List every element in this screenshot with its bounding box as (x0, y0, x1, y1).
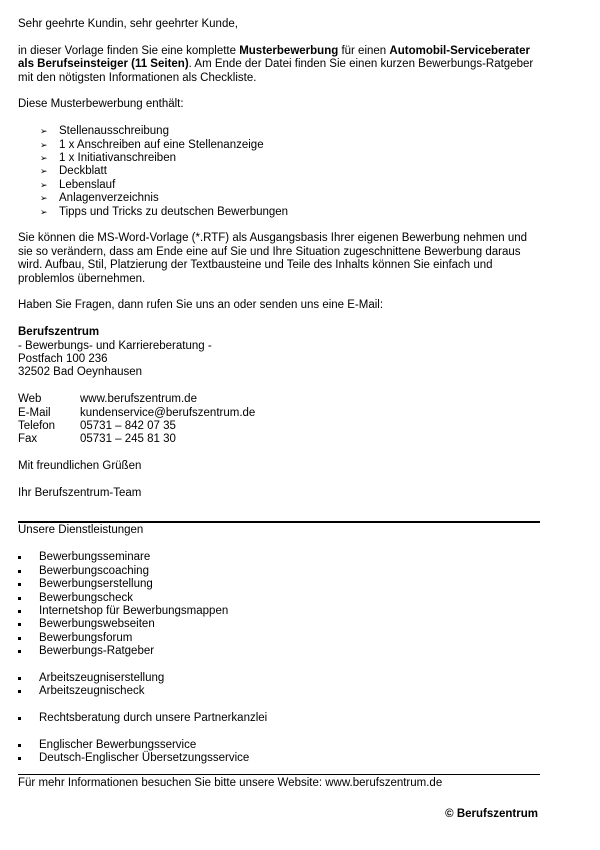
letter-page (18, 18, 540, 790)
services-list-2 (18, 672, 540, 699)
square-bullet-icon (18, 597, 21, 600)
square-bullet-icon (18, 677, 21, 680)
contents-item: ➢ Lebenslauf (40, 178, 116, 191)
company-name: Berufszentrum (18, 326, 100, 339)
service-item: Arbeitszeugnischeck (18, 685, 540, 698)
contents-heading: Diese Musterbewerbung enthält: (18, 98, 184, 111)
services-list-4 (18, 739, 540, 766)
service-item: Arbeitszeugniserstellung (18, 672, 540, 685)
service-item: Deutsch-Englischer Übersetzungsservice (18, 752, 540, 765)
signature: Ihr Berufszentrum-Team (18, 487, 142, 500)
service-item: Rechtsberatung durch unsere Partnerkanzlei (18, 712, 540, 725)
arrow-bullet-icon: ➢ (40, 139, 48, 150)
arrow-bullet-icon: ➢ (40, 166, 48, 177)
contents-item: ➢ 1 x Anschreiben auf eine Stellenanzeige (40, 138, 264, 151)
contact-row-email: E-Mail kundenservice@berufszentrum.de (18, 406, 256, 419)
service-item: Bewerbungscoaching (18, 565, 540, 578)
intro-paragraph (18, 45, 540, 85)
square-bullet-icon (18, 690, 21, 693)
intro-text-3: . Am Ende der Datei finden Sie einen kurzen Bewerbungs-Ratgeber mit den nötigsten Informationen als Checkliste. (18, 58, 534, 84)
contents-item: ➢ Anlagenverzeichnis (40, 192, 159, 205)
square-bullet-icon (18, 610, 21, 613)
section-divider (18, 521, 540, 523)
footer-divider (18, 774, 540, 775)
arrow-bullet-icon: ➢ (40, 206, 48, 217)
contact-table (18, 393, 255, 447)
phone-value: 05731 – 842 07 35 (80, 420, 176, 433)
usage-paragraph: Sie können die MS-Word-Vorlage (*.RTF) als Ausgangsbasis Ihrer eigenen Bewerbung nehmen und sie so verändern, dass am Ende eine auf Sie und Ihre Situation zugeschnittene Bewerbung daraus wird. Aufbau, Stil, Platzierung der Textbausteine und Teile des Inhalts können Sie einfach und problemlos übernehmen. (18, 232, 528, 285)
email-link[interactable]: kundenservice@berufszentrum.de (80, 406, 256, 419)
contents-item: ➢ Deckblatt (40, 165, 107, 178)
contents-item: ➢ Tipps und Tricks zu deutschen Bewerbungen (40, 205, 289, 218)
services-heading: Unsere Dienstleistungen (18, 524, 144, 537)
service-item: Bewerbungs-Ratgeber (18, 645, 540, 658)
service-item: Bewerbungswebseiten (18, 618, 540, 631)
footer-note: Für mehr Informationen besuchen Sie bitte unsere Website: www.berufszentrum.de (18, 776, 443, 789)
intro-text-2: für einen (338, 44, 390, 57)
service-item: Englischer Bewerbungsservice (18, 739, 540, 752)
arrow-bullet-icon: ➢ (40, 153, 48, 164)
contents-list (18, 125, 540, 219)
intro-bold-1: Musterbewerbung (239, 44, 339, 57)
square-bullet-icon (18, 650, 21, 653)
company-tagline: - Bewerbungs- und Karriereberatung - (18, 339, 212, 352)
fax-value: 05731 – 245 81 30 (80, 433, 176, 446)
services-list-3 (18, 712, 540, 725)
web-link[interactable]: www.berufszentrum.de (80, 393, 197, 406)
arrow-bullet-icon: ➢ (40, 193, 48, 204)
square-bullet-icon (18, 583, 21, 586)
company-street: Postfach 100 236 (18, 353, 108, 366)
greeting: Sehr geehrte Kundin, sehr geehrter Kunde, (18, 18, 238, 30)
square-bullet-icon (18, 744, 21, 747)
contact-row-fax: Fax 05731 – 245 81 30 (18, 433, 255, 446)
service-item: Bewerbungserstellung (18, 578, 540, 591)
square-bullet-icon (18, 623, 21, 626)
intro-bold-2: Automobil-Serviceberater als Berufseinsteiger (11 Seiten) (18, 44, 531, 71)
square-bullet-icon (18, 556, 21, 559)
contents-item: ➢ 1 x Initiativanschreiben (40, 152, 176, 165)
contact-row-web: Web www.berufszentrum.de (18, 393, 255, 406)
arrow-bullet-icon: ➢ (40, 126, 48, 137)
arrow-bullet-icon: ➢ (40, 179, 48, 190)
questions-line: Haben Sie Fragen, dann rufen Sie uns an oder senden uns eine E-Mail: (18, 299, 384, 312)
square-bullet-icon (18, 757, 21, 760)
closing: Mit freundlichen Grüßen (18, 460, 142, 473)
service-item: Bewerbungscheck (18, 592, 540, 605)
contact-row-phone: Telefon 05731 – 842 07 35 (18, 420, 255, 433)
service-item: Internetshop für Bewerbungsmappen (18, 605, 540, 618)
services-list-1 (18, 551, 540, 658)
intro-text-1: in dieser Vorlage finden Sie eine komplette (18, 44, 240, 57)
service-item: Bewerbungsseminare (18, 551, 540, 564)
square-bullet-icon (18, 717, 21, 720)
square-bullet-icon (18, 637, 21, 640)
service-item: Bewerbungsforum (18, 632, 540, 645)
copyright-notice: © Berufszentrum (445, 808, 538, 820)
company-city: 32502 Bad Oeynhausen (18, 366, 143, 379)
contents-item: ➢ Stellenausschreibung (40, 125, 169, 138)
square-bullet-icon (18, 570, 21, 573)
